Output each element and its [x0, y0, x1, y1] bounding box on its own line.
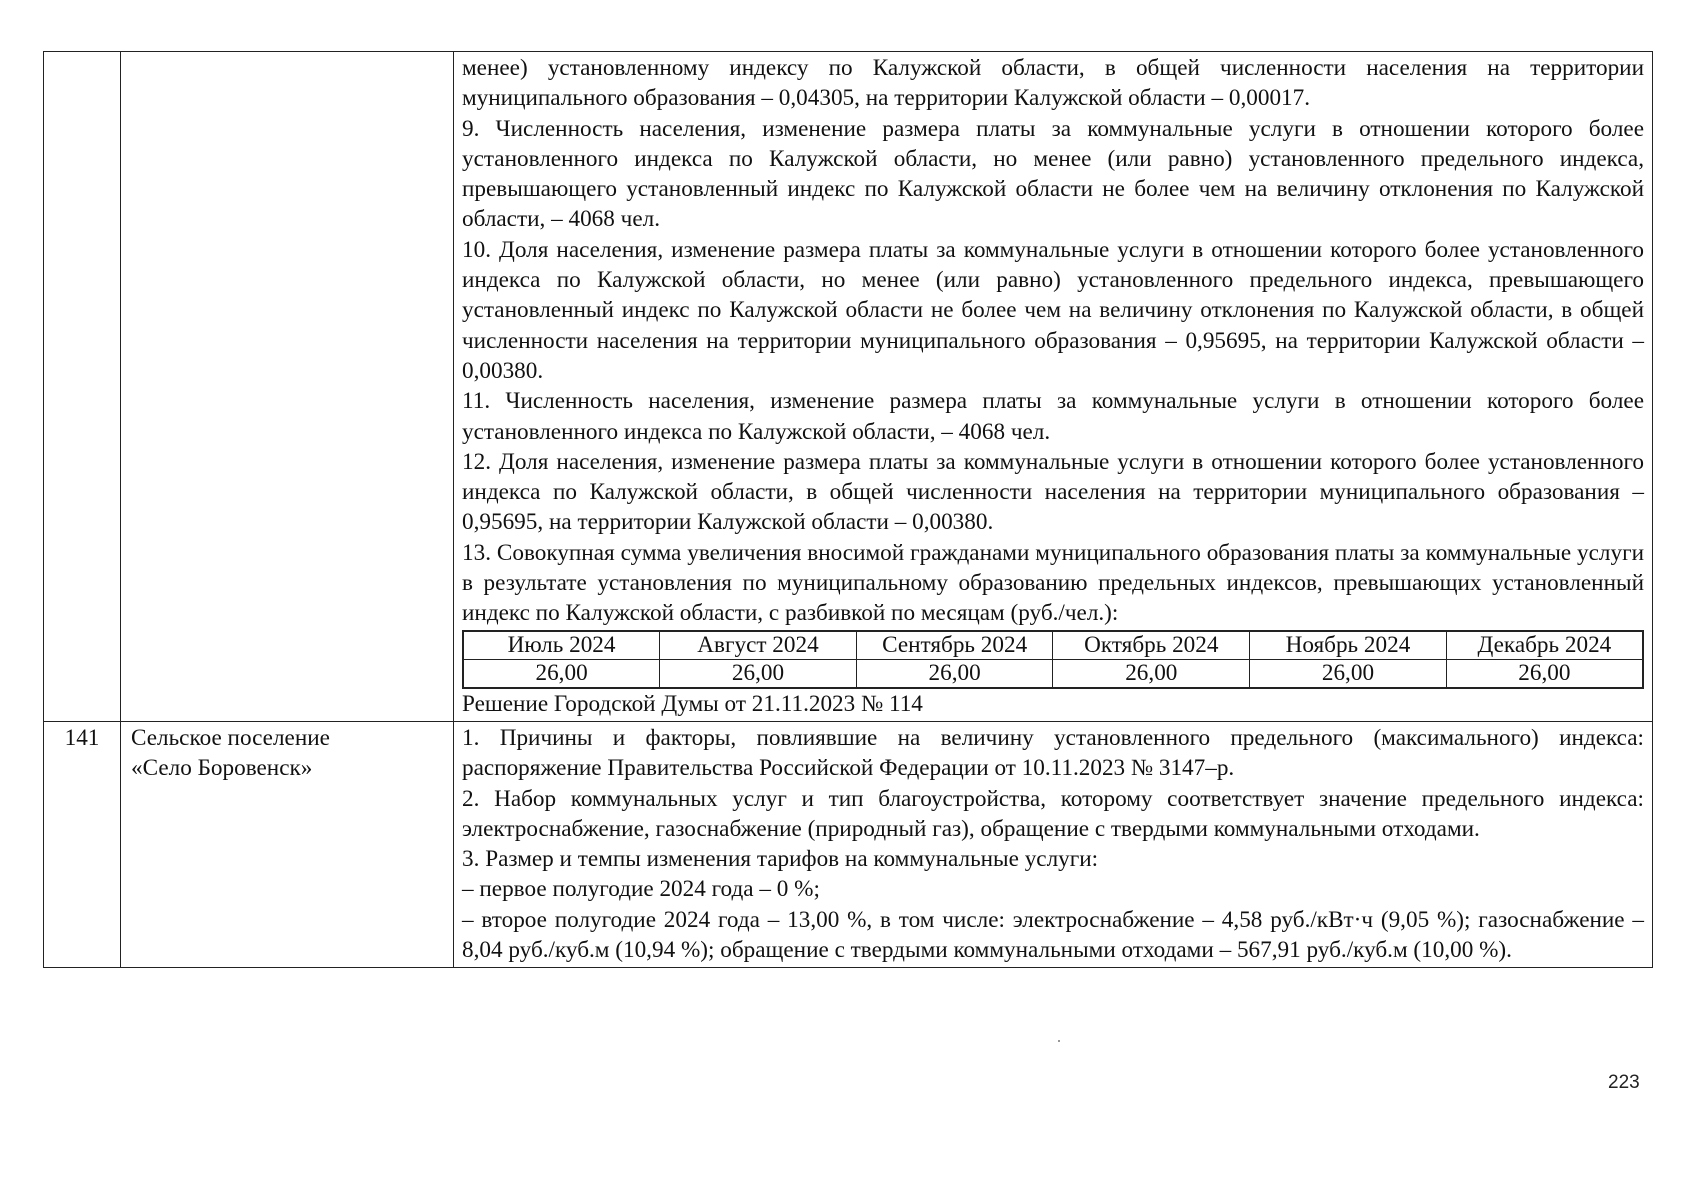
row-number-cell: 141 [44, 721, 121, 967]
paragraph-9: 9. Численность населения, изменение размера платы за коммунальные услуги в отношении которого более установленного индекса по Калужской области, но менее (или равно) установленного предельного индекса, превышающего установленный индекс по Калужской области не более чем на величину отклонения по Калужской области, – 4068 чел. [462, 115, 1644, 233]
month-value: 26,00 [660, 659, 857, 688]
table-row [44, 52, 1653, 722]
paragraph-1: 1. Причины и факторы, повлиявшие на величину установленного предельного (максимального) индекса: распоряжение Правительства Российской Федерации от 10.11.2023 № 3147–р. [462, 724, 1644, 782]
paragraph-10: 10. Доля населения, изменение размера платы за коммунальные услуги в отношении которого более установленного индекса по Калужской области, но менее (или равно) установленного предельного индекса, превышающего установленный индекс по Калужской области не более чем на величину отклонения по Калужской области, в общей численности населения на территории муниципального образования – 0,95695, на территории Калужской области – 0,00380. [462, 236, 1644, 384]
month-header: Декабрь 2024 [1446, 631, 1643, 660]
municipality-name-cell [121, 721, 454, 967]
month-header: Ноябрь 2024 [1250, 631, 1447, 660]
month-header: Июль 2024 [463, 631, 660, 660]
paragraph-3: 3. Размер и темпы изменения тарифов на коммунальные услуги: [462, 846, 1099, 873]
page-number: 223 [1608, 1072, 1640, 1093]
description-cell [454, 52, 1653, 722]
scan-speck [1058, 1040, 1060, 1042]
monthly-values-row [463, 659, 1643, 688]
paragraph-8-continuation: менее) установленному индексу по Калужской области, в общей численности населения на территории муниципального образования – 0,04305, на территории Калужской области – 0,00017. [462, 55, 1644, 112]
tariff-table [43, 51, 1653, 968]
tariff-second-half: – второе полугодие 2024 года – 13,00 %, в том числе: электроснабжение – 4,58 руб./кВт·ч (9,05 %); газоснабжение – 8,04 руб./куб.м (10,94 %); обращение с твердыми коммунальными отходами – 567,91 руб./куб.м (10,00 %). [462, 906, 1644, 964]
month-header: Сентябрь 2024 [856, 631, 1053, 660]
paragraph-13: 13. Совокупная сумма увеличения вносимой гражданами муниципального образования платы за коммунальные услуги в результате установления по муниципальному образованию предельных индексов, превышающих установленный индекс по Калужской области, с разбивкой по месяцам (руб./чел.): [462, 539, 1644, 627]
tariff-first-half: – первое полугодие 2024 года – 0 %; [462, 876, 820, 903]
month-header: Октябрь 2024 [1053, 631, 1250, 660]
municipality-name-cell [121, 52, 454, 722]
monthly-amounts-table [462, 630, 1644, 689]
month-value: 26,00 [1053, 659, 1250, 688]
paragraph-2: 2. Набор коммунальных услуг и тип благоустройства, которому соответствует значение предельного индекса: электроснабжение, газоснабжение (природный газ), обращение с твердыми коммунальными отходами. [462, 785, 1644, 842]
paragraph-11: 11. Численность населения, изменение размера платы за коммунальные услуги в отношении которого более установленного индекса по Калужской области, – 4068 чел. [462, 388, 1644, 445]
decision-reference: Решение Городской Думы от 21.11.2023 № 114 [462, 690, 923, 717]
month-value: 26,00 [1250, 659, 1447, 688]
monthly-header-row [463, 631, 1643, 660]
month-value: 26,00 [856, 659, 1053, 688]
month-value: 26,00 [463, 659, 660, 688]
municipality-name: «Село Боровенск» [131, 755, 313, 782]
description-cell [454, 721, 1653, 967]
row-number-cell [44, 52, 121, 722]
month-header: Август 2024 [660, 631, 857, 660]
municipality-type: Сельское поселение [131, 724, 330, 751]
month-value: 26,00 [1446, 659, 1643, 688]
paragraph-12: 12. Доля населения, изменение размера платы за коммунальные услуги в отношении которого более установленного индекса по Калужской области, в общей численности населения на территории муниципального образования – 0,95695, на территории Калужской области – 0,00380. [462, 448, 1644, 536]
table-row [44, 721, 1653, 967]
